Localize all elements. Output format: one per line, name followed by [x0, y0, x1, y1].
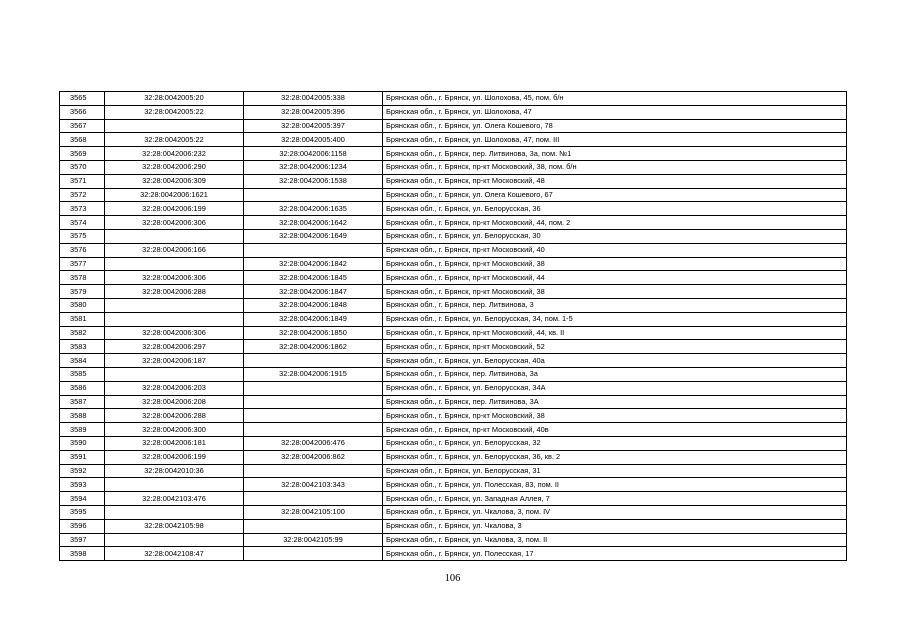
cadastral-number-cell: 32:28:0042006:1621 — [105, 188, 244, 202]
table-row — [60, 381, 847, 395]
table-row — [60, 188, 847, 202]
cadastral-number-cell: 32:28:0042010:36 — [105, 464, 244, 478]
address-cell: Брянская обл., г. Брянск, ул. Шолохова, 47, пом. III — [383, 133, 847, 147]
cadastral-number-cell: 32:28:0042108:47 — [105, 547, 244, 561]
cadastral-number-cell: 32:28:0042105:98 — [105, 519, 244, 533]
row-number-cell: 3581 — [60, 312, 105, 326]
address-cell: Брянская обл., г. Брянск, пр-кт Московский, 38, пом. б/н — [383, 160, 847, 174]
table-row — [60, 160, 847, 174]
object-cadastral-number-cell — [244, 395, 383, 409]
address-cell: Брянская обл., г. Брянск, ул. Полесская, 83, пом. II — [383, 478, 847, 492]
cadastral-number-cell: 32:28:0042006:290 — [105, 160, 244, 174]
object-cadastral-number-cell: 32:28:0042006:1538 — [244, 174, 383, 188]
table-row — [60, 436, 847, 450]
object-cadastral-number-cell — [244, 519, 383, 533]
table-row — [60, 409, 847, 423]
address-cell: Брянская обл., г. Брянск, пр-кт Московский, 38 — [383, 409, 847, 423]
object-cadastral-number-cell — [244, 423, 383, 437]
cadastral-number-cell — [105, 533, 244, 547]
object-cadastral-number-cell — [244, 381, 383, 395]
cadastral-number-cell: 32:28:0042005:22 — [105, 105, 244, 119]
row-number-cell: 3579 — [60, 285, 105, 299]
row-number-cell: 3590 — [60, 436, 105, 450]
object-cadastral-number-cell: 32:28:0042006:476 — [244, 436, 383, 450]
row-number-cell: 3574 — [60, 216, 105, 230]
row-number-cell: 3596 — [60, 519, 105, 533]
object-cadastral-number-cell: 32:28:0042006:1234 — [244, 160, 383, 174]
cadastral-number-cell — [105, 478, 244, 492]
object-cadastral-number-cell: 32:28:0042005:400 — [244, 133, 383, 147]
row-number-cell: 3569 — [60, 147, 105, 161]
address-cell: Брянская обл., г. Брянск, ул. Белорусская, 36, кв. 2 — [383, 450, 847, 464]
row-number-cell: 3576 — [60, 243, 105, 257]
address-cell: Брянская обл., г. Брянск, пр-кт Московский, 40 — [383, 243, 847, 257]
address-cell: Брянская обл., г. Брянск, ул. Белорусская, 36 — [383, 202, 847, 216]
cadastral-number-cell: 32:28:0042006:306 — [105, 271, 244, 285]
object-cadastral-number-cell: 32:28:0042006:1915 — [244, 367, 383, 381]
row-number-cell: 3577 — [60, 257, 105, 271]
address-cell: Брянская обл., г. Брянск, пр-кт Московский, 38 — [383, 257, 847, 271]
row-number-cell: 3571 — [60, 174, 105, 188]
cadastral-number-cell: 32:28:0042006:208 — [105, 395, 244, 409]
table-row — [60, 505, 847, 519]
cadastral-number-cell: 32:28:0042103:476 — [105, 492, 244, 506]
object-cadastral-number-cell: 32:28:0042005:397 — [244, 119, 383, 133]
row-number-cell: 3566 — [60, 105, 105, 119]
row-number-cell: 3592 — [60, 464, 105, 478]
table-row — [60, 298, 847, 312]
object-cadastral-number-cell: 32:28:0042006:1642 — [244, 216, 383, 230]
row-number-cell: 3570 — [60, 160, 105, 174]
row-number-cell: 3586 — [60, 381, 105, 395]
table-row — [60, 105, 847, 119]
cadastral-number-cell: 32:28:0042006:199 — [105, 450, 244, 464]
cadastral-number-cell: 32:28:0042006:288 — [105, 285, 244, 299]
row-number-cell: 3578 — [60, 271, 105, 285]
table-row — [60, 423, 847, 437]
row-number-cell: 3598 — [60, 547, 105, 561]
cadastral-number-cell: 32:28:0042005:22 — [105, 133, 244, 147]
cadastral-table — [59, 91, 847, 561]
table-row — [60, 354, 847, 368]
address-cell: Брянская обл., г. Брянск, пр-кт Московский, 38 — [383, 285, 847, 299]
table-row — [60, 243, 847, 257]
address-cell: Брянская обл., г. Брянск, пр-кт Московский, 52 — [383, 340, 847, 354]
cadastral-number-cell — [105, 229, 244, 243]
table-row — [60, 119, 847, 133]
cadastral-number-cell — [105, 298, 244, 312]
object-cadastral-number-cell — [244, 547, 383, 561]
object-cadastral-number-cell — [244, 188, 383, 202]
table-row — [60, 450, 847, 464]
cadastral-number-cell — [105, 367, 244, 381]
object-cadastral-number-cell: 32:28:0042006:1862 — [244, 340, 383, 354]
cadastral-number-cell: 32:28:0042006:203 — [105, 381, 244, 395]
table-row — [60, 547, 847, 561]
table-body — [60, 92, 847, 561]
object-cadastral-number-cell: 32:28:0042006:1158 — [244, 147, 383, 161]
address-cell: Брянская обл., г. Брянск, ул. Белорусская, 31 — [383, 464, 847, 478]
table-row — [60, 340, 847, 354]
row-number-cell: 3584 — [60, 354, 105, 368]
cadastral-number-cell: 32:28:0042006:288 — [105, 409, 244, 423]
address-cell: Брянская обл., г. Брянск, пр-кт Московский, 44, кв. II — [383, 326, 847, 340]
address-cell: Брянская обл., г. Брянск, пр-кт Московский, 44 — [383, 271, 847, 285]
row-number-cell: 3575 — [60, 229, 105, 243]
address-cell: Брянская обл., г. Брянск, ул. Западная Аллея, 7 — [383, 492, 847, 506]
address-cell: Брянская обл., г. Брянск, ул. Чкалова, 3, пом. II — [383, 533, 847, 547]
row-number-cell: 3572 — [60, 188, 105, 202]
table-row — [60, 533, 847, 547]
page-number: 106 — [444, 573, 461, 584]
table-row — [60, 92, 847, 106]
address-cell: Брянская обл., г. Брянск, ул. Шолохова, 45, пом. б/н — [383, 92, 847, 106]
cadastral-number-cell — [105, 505, 244, 519]
table-row — [60, 395, 847, 409]
object-cadastral-number-cell — [244, 409, 383, 423]
object-cadastral-number-cell — [244, 464, 383, 478]
address-cell: Брянская обл., г. Брянск, ул. Белорусская, 32 — [383, 436, 847, 450]
object-cadastral-number-cell: 32:28:0042105:99 — [244, 533, 383, 547]
cadastral-number-cell: 32:28:0042006:187 — [105, 354, 244, 368]
table-row — [60, 326, 847, 340]
address-cell: Брянская обл., г. Брянск, пер. Литвинова, 3а, пом. №1 — [383, 147, 847, 161]
address-cell: Брянская обл., г. Брянск, ул. Белорусская, 34, пом. 1-5 — [383, 312, 847, 326]
cadastral-number-cell: 32:28:0042006:300 — [105, 423, 244, 437]
row-number-cell: 3565 — [60, 92, 105, 106]
cadastral-number-cell — [105, 312, 244, 326]
row-number-cell: 3595 — [60, 505, 105, 519]
table-row — [60, 202, 847, 216]
object-cadastral-number-cell: 32:28:0042005:338 — [244, 92, 383, 106]
row-number-cell: 3593 — [60, 478, 105, 492]
table-row — [60, 464, 847, 478]
row-number-cell: 3587 — [60, 395, 105, 409]
address-cell: Брянская обл., г. Брянск, ул. Белорусская, 40а — [383, 354, 847, 368]
table-row — [60, 367, 847, 381]
address-cell: Брянская обл., г. Брянск, пр-кт Московский, 44, пом. 2 — [383, 216, 847, 230]
object-cadastral-number-cell: 32:28:0042006:1842 — [244, 257, 383, 271]
row-number-cell: 3591 — [60, 450, 105, 464]
object-cadastral-number-cell: 32:28:0042005:396 — [244, 105, 383, 119]
row-number-cell: 3589 — [60, 423, 105, 437]
object-cadastral-number-cell: 32:28:0042006:1635 — [244, 202, 383, 216]
table-row — [60, 519, 847, 533]
address-cell: Брянская обл., г. Брянск, пер. Литвинова, 3А — [383, 395, 847, 409]
cadastral-number-cell: 32:28:0042006:306 — [105, 216, 244, 230]
address-cell: Брянская обл., г. Брянск, ул. Чкалова, 3 — [383, 519, 847, 533]
address-cell: Брянская обл., г. Брянск, ул. Полесская, 17 — [383, 547, 847, 561]
cadastral-number-cell: 32:28:0042006:166 — [105, 243, 244, 257]
cadastral-number-cell: 32:28:0042006:181 — [105, 436, 244, 450]
table-row — [60, 216, 847, 230]
cadastral-number-cell — [105, 257, 244, 271]
row-number-cell: 3594 — [60, 492, 105, 506]
address-cell: Брянская обл., г. Брянск, ул. Олега Кошевого, 67 — [383, 188, 847, 202]
table-row — [60, 229, 847, 243]
object-cadastral-number-cell: 32:28:0042006:1649 — [244, 229, 383, 243]
address-cell: Брянская обл., г. Брянск, ул. Шолохова, 47 — [383, 105, 847, 119]
cadastral-number-cell — [105, 119, 244, 133]
table-row — [60, 147, 847, 161]
object-cadastral-number-cell: 32:28:0042103:343 — [244, 478, 383, 492]
address-cell: Брянская обл., г. Брянск, пр-кт Московский, 40в — [383, 423, 847, 437]
row-number-cell: 3588 — [60, 409, 105, 423]
address-cell: Брянская обл., г. Брянск, пер. Литвинова, 3 — [383, 298, 847, 312]
row-number-cell: 3567 — [60, 119, 105, 133]
address-cell: Брянская обл., г. Брянск, ул. Белорусская, 30 — [383, 229, 847, 243]
table-row — [60, 257, 847, 271]
object-cadastral-number-cell: 32:28:0042006:1845 — [244, 271, 383, 285]
address-cell: Брянская обл., г. Брянск, ул. Белорусская, 34А — [383, 381, 847, 395]
table-row — [60, 285, 847, 299]
object-cadastral-number-cell — [244, 492, 383, 506]
object-cadastral-number-cell — [244, 243, 383, 257]
table-row — [60, 133, 847, 147]
row-number-cell: 3583 — [60, 340, 105, 354]
cadastral-number-cell: 32:28:0042006:232 — [105, 147, 244, 161]
object-cadastral-number-cell: 32:28:0042006:1849 — [244, 312, 383, 326]
address-cell: Брянская обл., г. Брянск, ул. Олега Кошевого, 78 — [383, 119, 847, 133]
row-number-cell: 3585 — [60, 367, 105, 381]
row-number-cell: 3597 — [60, 533, 105, 547]
row-number-cell: 3573 — [60, 202, 105, 216]
cadastral-number-cell: 32:28:0042006:309 — [105, 174, 244, 188]
cadastral-number-cell: 32:28:0042005:20 — [105, 92, 244, 106]
table-row — [60, 312, 847, 326]
object-cadastral-number-cell: 32:28:0042006:1848 — [244, 298, 383, 312]
object-cadastral-number-cell — [244, 354, 383, 368]
table-row — [60, 271, 847, 285]
cadastral-number-cell: 32:28:0042006:199 — [105, 202, 244, 216]
row-number-cell: 3580 — [60, 298, 105, 312]
address-cell: Брянская обл., г. Брянск, пр-кт Московский, 48 — [383, 174, 847, 188]
cadastral-number-cell: 32:28:0042006:306 — [105, 326, 244, 340]
address-cell: Брянская обл., г. Брянск, пер. Литвинова, 3а — [383, 367, 847, 381]
object-cadastral-number-cell: 32:28:0042006:862 — [244, 450, 383, 464]
object-cadastral-number-cell: 32:28:0042006:1847 — [244, 285, 383, 299]
object-cadastral-number-cell: 32:28:0042105:100 — [244, 505, 383, 519]
address-cell: Брянская обл., г. Брянск, ул. Чкалова, 3, пом. IV — [383, 505, 847, 519]
table-row — [60, 478, 847, 492]
row-number-cell: 3582 — [60, 326, 105, 340]
cadastral-number-cell: 32:28:0042006:297 — [105, 340, 244, 354]
table-row — [60, 174, 847, 188]
table-row — [60, 492, 847, 506]
object-cadastral-number-cell: 32:28:0042006:1850 — [244, 326, 383, 340]
row-number-cell: 3568 — [60, 133, 105, 147]
